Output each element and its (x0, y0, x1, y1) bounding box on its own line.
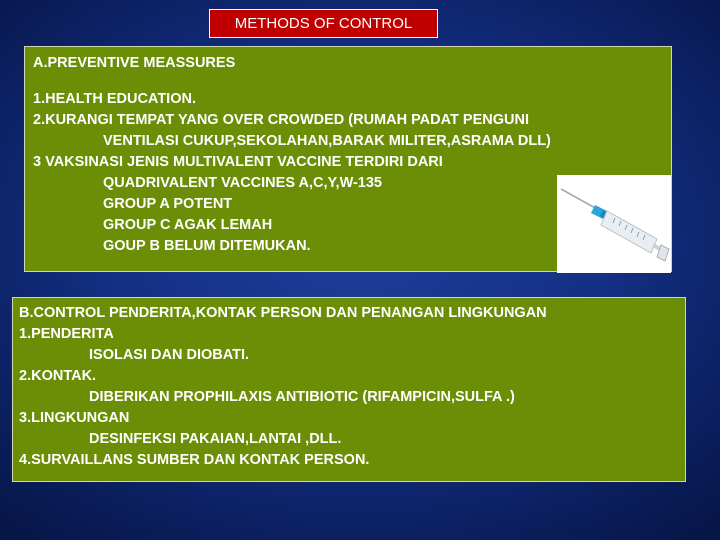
list-item: 3 VAKSINASI JENIS MULTIVALENT VACCINE TERDIRI DARI (33, 154, 443, 170)
list-item: GROUP A POTENT (103, 196, 233, 212)
control-panel (12, 297, 686, 482)
list-item: 1.PENDERITA (19, 326, 114, 342)
control-heading: B.CONTROL PENDERITA,KONTAK PERSON DAN PENANGAN LINGKUNGAN (19, 305, 547, 321)
slide-title: METHODS OF CONTROL (209, 9, 438, 38)
list-item: DESINFEKSI PAKAIAN,LANTAI ,DLL. (89, 431, 342, 447)
list-item: VENTILASI CUKUP,SEKOLAHAN,BARAK MILITER,ASRAMA DLL) (103, 133, 551, 149)
list-item: GROUP C AGAK LEMAH (103, 217, 273, 233)
list-item: DIBERIKAN PROPHILAXIS ANTIBIOTIC (RIFAMPICIN,SULFA .) (89, 389, 515, 405)
list-item: GOUP B BELUM DITEMUKAN. (103, 238, 311, 254)
syringe-image (557, 175, 671, 273)
syringe-icon (557, 175, 671, 273)
list-item: 4.SURVAILLANS SUMBER DAN KONTAK PERSON. (19, 452, 370, 468)
list-item: 3.LINGKUNGAN (19, 410, 130, 426)
list-item: ISOLASI DAN DIOBATI. (89, 347, 250, 363)
list-item: QUADRIVALENT VACCINES A,C,Y,W-135 (103, 175, 382, 191)
list-item: 2.KURANGI TEMPAT YANG OVER CROWDED (RUMAH PADAT PENGUNI (33, 112, 529, 128)
list-item: 2.KONTAK. (19, 368, 97, 384)
preventive-heading: A.PREVENTIVE MEASSURES (33, 55, 236, 71)
list-item: 1.HEALTH EDUCATION. (33, 91, 196, 107)
